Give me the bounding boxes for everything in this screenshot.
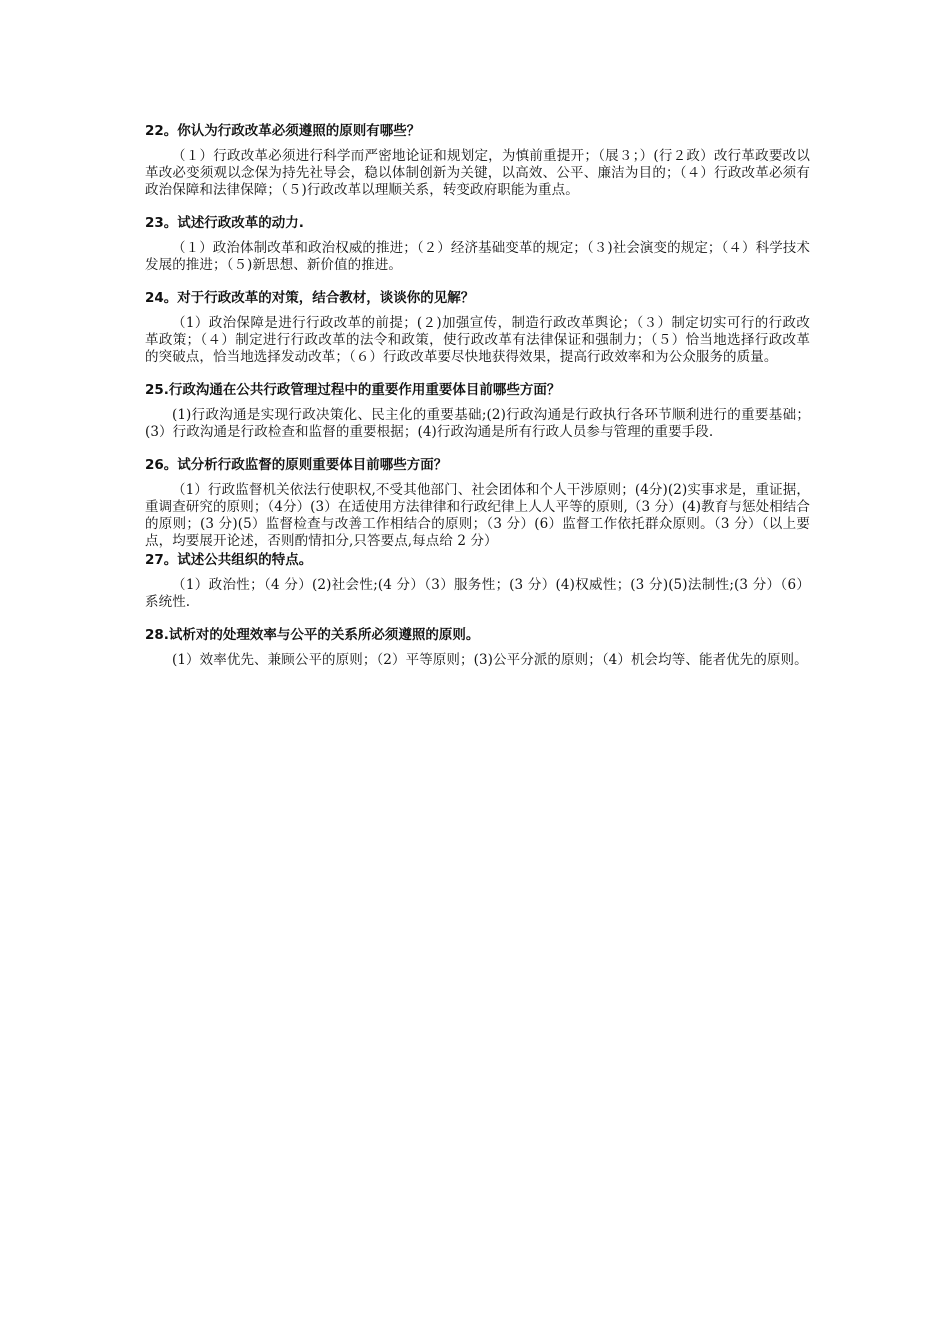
question-title: 23。试述行政改革的动力. (145, 215, 304, 231)
question-23 (145, 213, 810, 274)
question-answer: (1）效率优先、兼顾公平的原则；（2）平等原则；(3)公平分派的原则；（4）机会均等、能者优先的原则。 (172, 652, 808, 668)
question-22 (145, 121, 810, 199)
question-answer: （1）政治保障是进行行政改革的前提；(２)加强宣传，制造行政改革舆论；（３）制定切实可行的行政改革政策；（４）制定进行行政改革的法令和政策，使行政改革有法律保证和强制力；（５）恰当地选择行政改革的突破点，恰当地选择发动改革；（６）行政改革要尽快地获得效果，提高行政效率和为公众服务的质量。 (145, 315, 810, 365)
question-answer: （1）政治性；（4 分）(2)社会性;(4 分）（3）服务性；(3 分）(4)权威性；(3 分)(5)法制性;(3 分）（6）系统性. (145, 577, 810, 610)
question-28 (145, 625, 810, 669)
question-answer: （１）行政改革必须进行科学而严密地论证和规划定，为慎前重提开；（展３；）(行２政）改行革政要改以革改必变须观以念保为持先社导会，稳以体制创新为关键，以高效、公平、廉洁为目的；（４）行政改革必须有政治保障和法律保障；（５)行政改革以理顺关系，转变政府职能为重点。 (145, 148, 810, 198)
question-25 (145, 380, 810, 441)
question-answer: (1)行政沟通是实现行政决策化、民主化的重要基础;(2)行政沟通是行政执行各环节顺利进行的重要基础；(3）行政沟通是行政检查和监督的重要根据；(4)行政沟通是所有行政人员参与管理的重要手段. (145, 407, 810, 440)
question-title: 26。试分析行政监督的原则重要体目前哪些方面？ (145, 457, 448, 473)
question-answer: （１）政治体制改革和政治权威的推进；（２）经济基础变革的规定；（３)社会演变的规定；（４）科学技术发展的推进；（５)新思想、新价值的推进。 (145, 240, 810, 273)
question-title: 24。对于行政改革的对策，结合教材，谈谈你的见解？ (145, 290, 475, 306)
question-26 (145, 455, 810, 550)
question-title: 25.行政沟通在公共行政管理过程中的重要作用重要体目前哪些方面？ (145, 382, 561, 398)
question-27 (145, 550, 810, 611)
question-24 (145, 288, 810, 366)
question-title: 22。你认为行政改革必须遵照的原则有哪些？ (145, 123, 421, 139)
question-answer: （1）行政监督机关依法行使职权,不受其他部门、社会团体和个人干涉原则；(4分)(2)实事求是，重证据，重调查研究的原则；（4分）(3）在适使用方法律律和行政纪律上人人平等的原则,（3 分）(4)教育与惩处相结合的原则；(3 分)(5）监督检查与改善工作相结合的原则；（3 分）(6）监督工作依托群众原则。（3 分）（以上要点，均要展开论述，否则酌情扣分,只答要点,每点给 2 分） (145, 482, 810, 549)
question-title: 27。试述公共组织的特点。 (145, 552, 313, 568)
question-title: 28.试析对的处理效率与公平的关系所必须遵照的原则。 (145, 627, 480, 643)
document-page (145, 121, 810, 683)
